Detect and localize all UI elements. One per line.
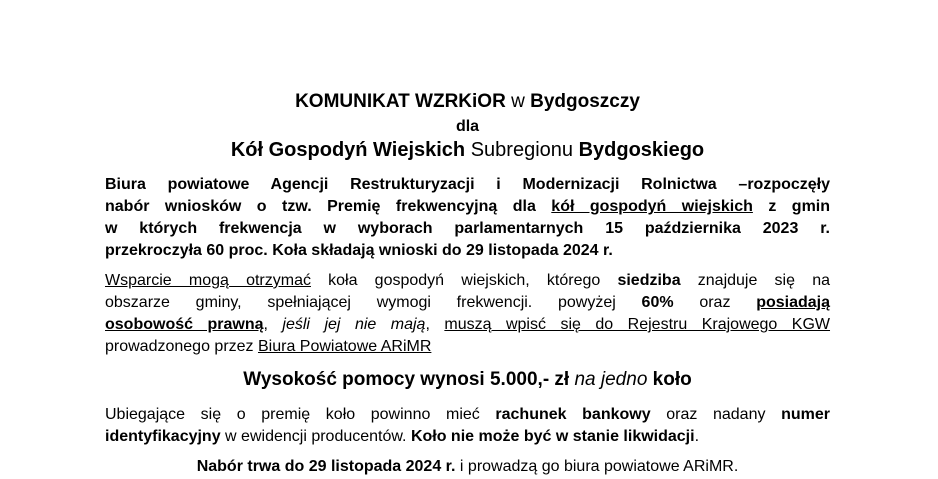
para2-line-2: [105, 292, 830, 314]
title-normal-2: Subregionu: [465, 139, 579, 161]
title-normal-1: w: [505, 91, 531, 112]
paragraph-deadline: [105, 458, 830, 476]
para2-italic: jeśli jej nie mają: [282, 316, 426, 333]
para4-line-1: [105, 404, 830, 426]
para2-line-1: [105, 270, 830, 292]
para2-text-5: ,: [263, 316, 283, 333]
amount-italic: na jedno: [574, 369, 648, 390]
paragraph-intro: [105, 174, 830, 262]
amount-bold: Wysokość pomocy wynosi 5.000,- zł: [243, 369, 575, 390]
title-bold-4: Bydgoskiego: [578, 139, 705, 161]
title-line-1: [105, 91, 830, 113]
para2-text-1: koła gospodyń wiejskich, którego: [310, 272, 618, 289]
para4-line-2: [105, 426, 830, 448]
para2-bold-underlined-1: posiadają: [756, 294, 830, 311]
para2-text-7: prowadzonego przez: [105, 338, 258, 355]
para4-bold-3: identyfikacyjny: [105, 428, 221, 445]
para2-underlined-2: muszą wpisć się do Rejestru Krajowego KGW: [444, 316, 831, 333]
para2-line-3: [105, 314, 830, 336]
deadline-rest: i prowadzą go biura powiatowe ARiMR.: [455, 458, 739, 475]
para4-bold-4: Koło nie może być w stanie likwidacji: [410, 428, 695, 445]
para1-line-3: w których frekwencja w wyborach parlamentarnych 15 października 2023 r.: [105, 220, 830, 237]
para4-bold-1: rachunek bankowy: [495, 406, 651, 423]
para2-underlined-1: Wsparcie mogą otrzymać: [105, 272, 311, 289]
para1-text-a: nabór wniosków o tzw. Premię frekwencyjną dla: [105, 198, 552, 215]
paragraph-eligibility: [105, 270, 830, 358]
title-bold-2: Bydgoszczy: [530, 91, 640, 112]
para4-text-1: Ubiegające się o premię koło powinno mieć: [105, 406, 496, 423]
para4-text-3: w ewidencji producentów.: [220, 428, 411, 445]
para1-line-4: przekroczyła 60 proc. Koła składają wnioski do 29 listopada 2024 r.: [105, 242, 613, 259]
para1-underlined: kół gospodyń wiejskich: [551, 198, 753, 215]
paragraph-amount: [105, 369, 830, 391]
title-bold-1: KOMUNIKAT WZRKiOR: [295, 91, 506, 112]
para2-text-2: znajduje się na: [680, 272, 830, 289]
para2-bold-2: 60%: [641, 294, 674, 311]
para1-text-b: z gmin: [752, 198, 831, 215]
para1-line-1: Biura powiatowe Agencji Restrukturyzacji i Modernizacji Rolnictwa –rozpoczęły: [105, 176, 830, 193]
deadline-bold: Nabór trwa do 29 listopada 2024 r.: [196, 458, 456, 475]
para2-text-4: oraz: [673, 294, 757, 311]
para4-bold-2: numer: [781, 406, 831, 423]
title-bold-3: Kół Gospodyń Wiejskich: [230, 139, 466, 161]
para2-underlined-3: Biura Powiatowe ARiMR: [257, 338, 432, 355]
amount-end: koło: [647, 369, 692, 390]
para4-text-4: .: [694, 428, 700, 445]
para2-line-4: [105, 336, 830, 358]
paragraph-requirements: [105, 404, 830, 448]
para2-bold-1: siedziba: [617, 272, 681, 289]
title-line-3: [105, 139, 830, 162]
para2-text-6: ,: [425, 316, 445, 333]
para4-text-2: oraz nadany: [650, 406, 782, 423]
para2-bold-underlined-2: osobowość prawną: [105, 316, 264, 333]
para2-text-3: obszarze gminy, spełniającej wymogi frekwencji. powyżej: [105, 294, 642, 311]
para1-line-2: [105, 196, 830, 218]
title-line-2: dla: [455, 118, 480, 135]
